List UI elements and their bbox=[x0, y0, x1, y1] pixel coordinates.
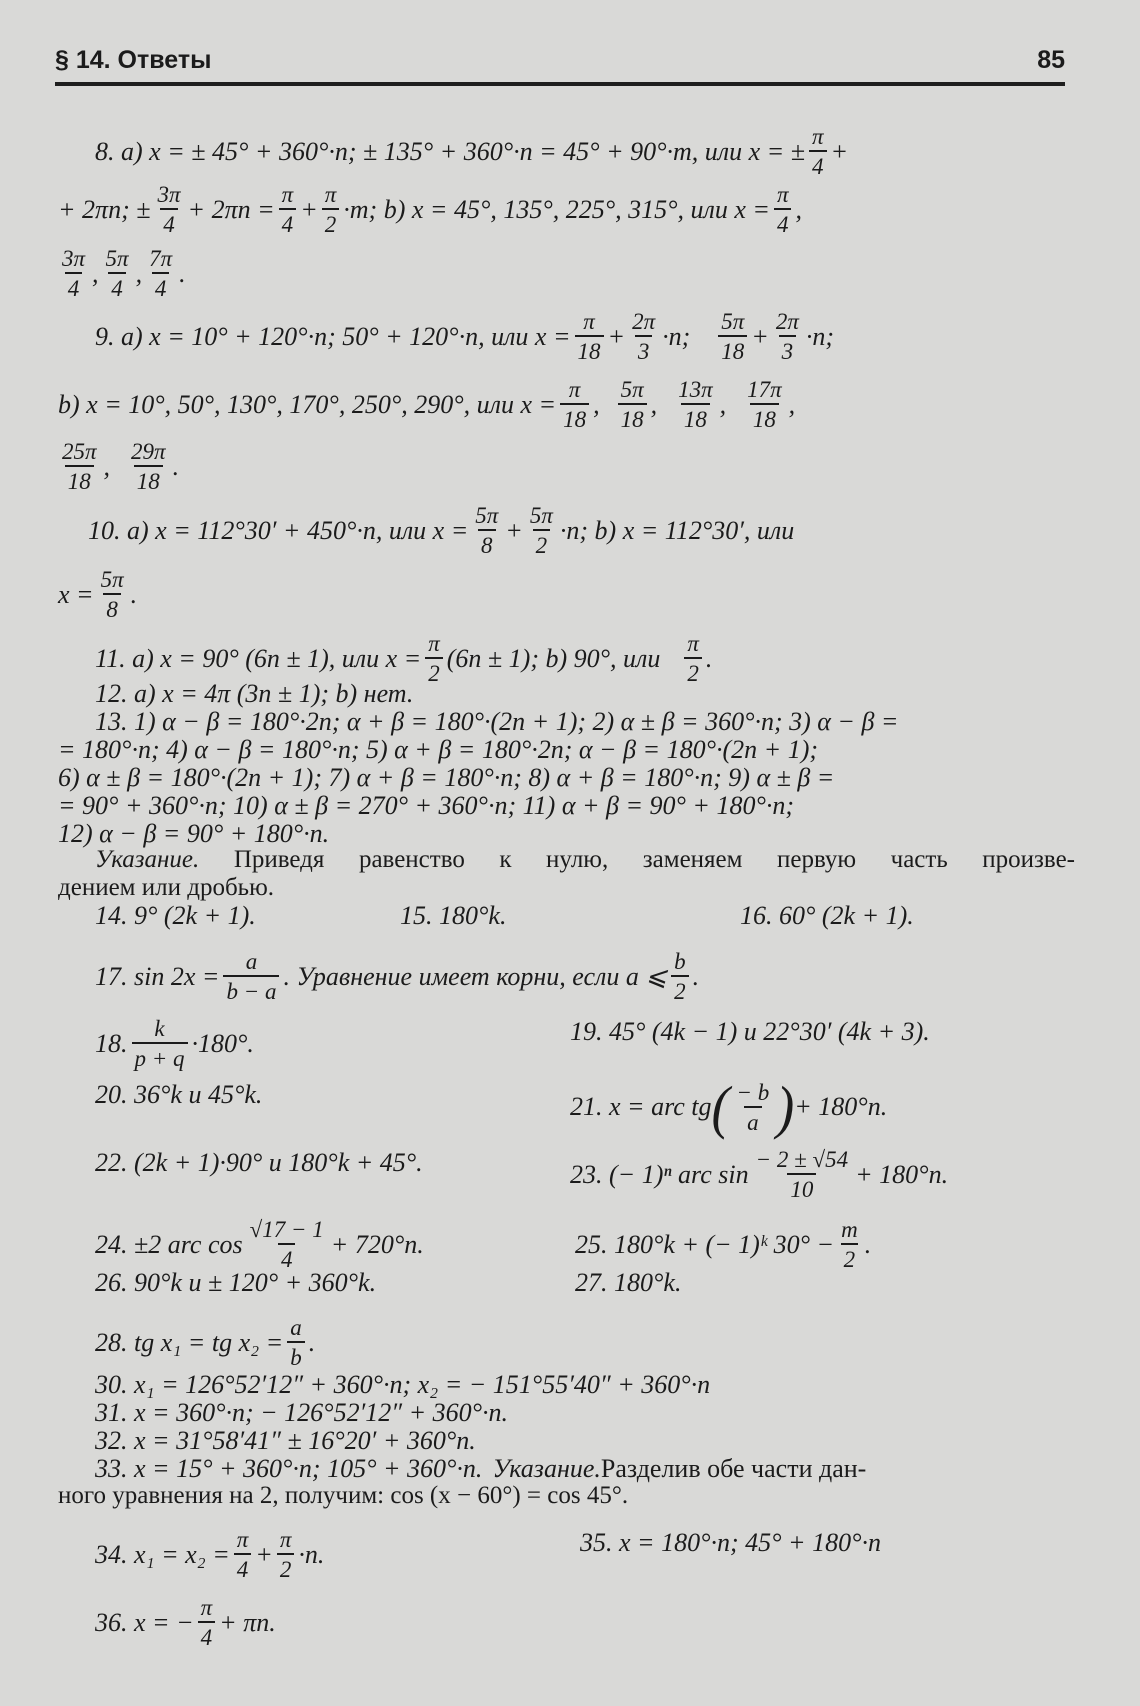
page-number: 85 bbox=[1037, 46, 1065, 74]
answer-20: 20. 36°k и 45°k. bbox=[95, 1080, 263, 1109]
answer-13d: = 90° + 360°·n; 10) α ± β = 270° + 360°·n; 11) α + β = 90° + 180°·n; bbox=[58, 791, 795, 820]
answer-13a: 13. 1) α − β = 180°·2n; α + β = 180°·(2n + 1); 2) α ± β = 360°·n; 3) α − β = bbox=[95, 707, 899, 736]
answer-14: 14. 9° (2k + 1). bbox=[95, 901, 256, 930]
answer-16: 16. 60° (2k + 1). bbox=[740, 901, 914, 930]
answer-33: 33. x = 15° + 360°·n; 105° + 360°·n. Указание. Разделив обе части дан- bbox=[95, 1454, 867, 1483]
section-title: § 14. Ответы bbox=[55, 46, 212, 74]
answer-13b: = 180°·n; 4) α − β = 180°·n; 5) α + β = 180°·2n; α − β = 180°·(2n + 1); bbox=[58, 735, 819, 764]
answer-30: 30. x₁ = 126°52′12″ + 360°·n; x₂ = − 151°55′40″ + 360°·n bbox=[95, 1370, 711, 1399]
answer-13c: 6) α ± β = 180°·(2n + 1); 7) α + β = 180°·n; 8) α + β = 180°·n; 9) α ± β = bbox=[58, 763, 835, 792]
answer-12: 12. а) x = 4π (3n ± 1); b) нет. bbox=[95, 679, 414, 708]
answer-9b: b) x = 10°, 50°, 130°, 170°, 250°, 290°, или x = $\frac{\pi}{18}$ , 5π 18 , 13π 18 , 17π 18 , bbox=[58, 377, 796, 432]
answer-9a: 9. а) x = 10° + 120°·n; 50° + 120°·n, или x = $\frac{\pi}{18}$ + $\frac{2\pi}{3}$ ·n; 5π 18 + $\frac{2\pi}{3}$ ·n; bbox=[95, 309, 835, 364]
answer-27: 27. 180°k. bbox=[575, 1268, 682, 1297]
answer-19: 19. 45° (4k − 1) и 22°30′ (4k + 3). bbox=[570, 1017, 930, 1046]
answer-8c: 3π 4 , 5π 4 , 7π 4 . bbox=[62, 246, 186, 301]
answer-31: 31. x = 360°·n; − 126°52′12″ + 360°·n. bbox=[95, 1398, 509, 1427]
fraction: $\frac{\pi}{4}$ bbox=[809, 125, 827, 178]
answer-21: 21. x = arc tg ( − b a ) + 180°n. bbox=[570, 1074, 888, 1140]
answer-10a: 10. а) x = 112°30′ + 450°·n, или x = $\frac{5\pi}{8}$ + $\frac{5\pi}{2}$ ·n; b) x = 112°30′, или bbox=[88, 503, 795, 558]
answer-17: 17. sin 2x = $\frac{a}{b - a}$ . Уравнение имеет корни, если a ⩽ b 2 . bbox=[95, 949, 700, 1004]
answer-9c: 25π 18 , 29π 18 . bbox=[62, 439, 180, 494]
answer-8b: + 2πn; ± $\frac{3\pi}{4}$ + 2πn = $\frac{\pi}{4}$ + $\frac{\pi}{2}$ ·m; b) x = 45°, 135°, 225°, 315°, или x = $\frac{\pi}{4}$ , bbox=[58, 182, 802, 237]
answer-11: 11. а) x = 90° (6n ± 1), или x = $\frac{\pi}{2}$ (6n ± 1); b) 90°, или π 2 . bbox=[95, 631, 713, 686]
answer-36: 36. x = − $\frac{\pi}{4}$ + πn. bbox=[95, 1595, 276, 1650]
answer-34: 34. x₁ = x₂ = $\frac{\pi}{4}$ + $\frac{\pi}{2}$ ·n. bbox=[95, 1527, 325, 1582]
answer-10b: x = $\frac{5\pi}{8}$ . bbox=[58, 567, 138, 622]
answer-22: 22. (2k + 1)·90° и 180°k + 45°. bbox=[95, 1148, 423, 1177]
hint-13-cont: дением или дробью. bbox=[58, 874, 274, 901]
answer-35: 35. x = 180°·n; 45° + 180°·n bbox=[580, 1528, 881, 1557]
answer-18: 18. k p + q ·180°. bbox=[95, 1016, 254, 1071]
answer-23: 23. (− 1)ⁿ arc sin − 2 ± √54 10 + 180°n. bbox=[570, 1147, 949, 1202]
answer-25: 25. 180°k + (− 1)ᵏ 30° − $\frac{m}{2}$ . bbox=[575, 1217, 872, 1272]
answer-28: 28. tg x₁ = tg x₂ = $\frac{a}{b}$ . bbox=[95, 1315, 316, 1370]
answer-26: 26. 90°k и ± 120° + 360°k. bbox=[95, 1268, 377, 1297]
answer-13e: 12) α − β = 90° + 180°·n. bbox=[58, 819, 330, 848]
answer-15: 15. 180°k. bbox=[400, 901, 507, 930]
page-header bbox=[55, 42, 1065, 86]
answer-32: 32. x = 31°58′41″ ± 16°20′ + 360°n. bbox=[95, 1426, 476, 1455]
hint-13: Указание. Приведя равенство к нулю, заменяем первую часть произве- bbox=[95, 846, 1075, 873]
answer-8a: 8. а) x = ± 45° + 360°·n; ± 135° + 360°·n = 45° + 90°·m, или x = ± $\frac{\pi}{4}$ + bbox=[95, 124, 849, 179]
answer-33-cont: ного уравнения на 2, получим: cos (x − 60°) = cos 45°. bbox=[58, 1482, 629, 1509]
answer-24: 24. ±2 arc cos √17 − 1 4 + 720°n. bbox=[95, 1217, 424, 1272]
